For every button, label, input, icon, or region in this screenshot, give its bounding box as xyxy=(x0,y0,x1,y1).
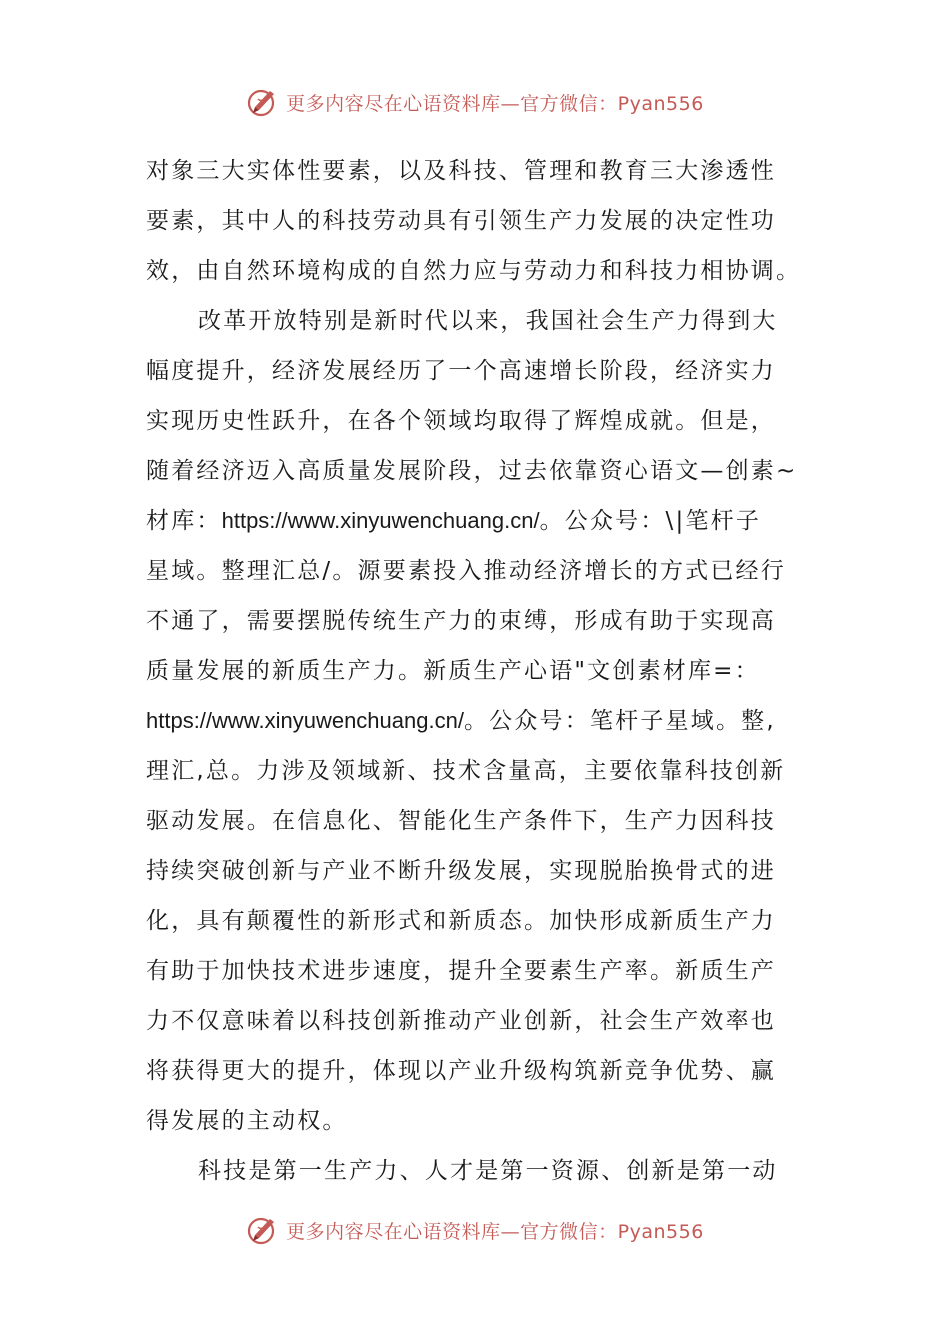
text-line: 要素，其中人的科技劳动具有引领生产力发展的决定性功 xyxy=(146,208,776,234)
text-line: 持续突破创新与产业不断升级发展，实现脱胎换骨式的进 xyxy=(146,858,776,884)
text-line: 驱动发展。在信息化、智能化生产条件下，生产力因科技 xyxy=(146,808,776,834)
text-line: 随着经济迈入高质量发展阶段，过去依靠资心语文—创素~ xyxy=(146,458,798,484)
text-line: 得发展的主动权。 xyxy=(146,1108,348,1134)
text-line: 改革开放特别是新时代以来，我国社会生产力得到大 xyxy=(198,308,778,334)
banner-text: 更多内容尽在心语资料库—官方微信：Pyan556 xyxy=(286,1220,704,1243)
wechat-id: Pyan556 xyxy=(617,1220,704,1243)
text-line: 实现历史性跃升，在各个领域均取得了辉煌成就。但是， xyxy=(146,408,776,434)
text-line: 效，由自然环境构成的自然力应与劳动力和科技力相协调。 xyxy=(146,258,802,284)
text-line: https://www.xinyuwenchuang.cn/。公众号：笔杆子星域。整, xyxy=(146,708,776,734)
text-line: 星域。整理汇总/。源要素投入推动经济增长的方式已经行 xyxy=(146,558,786,584)
text-line: 有助于加快技术进步速度，提升全要素生产率。新质生产 xyxy=(146,958,776,984)
text-line: 材库：https://www.xinyuwenchuang.cn/。公众号：\|笔杆子 xyxy=(146,508,762,534)
text-line: 不通了，需要摆脱传统生产力的束缚，形成有助于实现高 xyxy=(146,608,776,634)
text-line: 将获得更大的提升，体现以产业升级构筑新竞争优势、赢 xyxy=(146,1058,776,1084)
pen-seal-logo-icon xyxy=(246,1213,280,1247)
wechat-id: Pyan556 xyxy=(617,92,704,115)
text-line: 质量发展的新质生产力。新质生产心语"文创素材库=： xyxy=(146,658,760,684)
text-line: 科技是第一生产力、人才是第一资源、创新是第一动 xyxy=(198,1158,778,1184)
text-line: 力不仅意味着以科技创新推动产业创新，社会生产效率也 xyxy=(146,1008,776,1034)
text-line: 幅度提升，经济发展经历了一个高速增长阶段，经济实力 xyxy=(146,358,776,384)
header-banner xyxy=(0,80,950,124)
document-body xyxy=(146,146,816,1196)
pen-seal-logo-icon xyxy=(246,85,280,119)
text-line: 理汇,总。力涉及领域新、技术含量高，主要依靠科技创新 xyxy=(146,758,786,784)
text-line: 对象三大实体性要素，以及科技、管理和教育三大渗透性 xyxy=(146,158,776,184)
banner-text: 更多内容尽在心语资料库—官方微信：Pyan556 xyxy=(286,92,704,115)
footer-banner xyxy=(0,1208,950,1252)
text-line: 化，具有颠覆性的新形式和新质态。加快形成新质生产力 xyxy=(146,908,776,934)
